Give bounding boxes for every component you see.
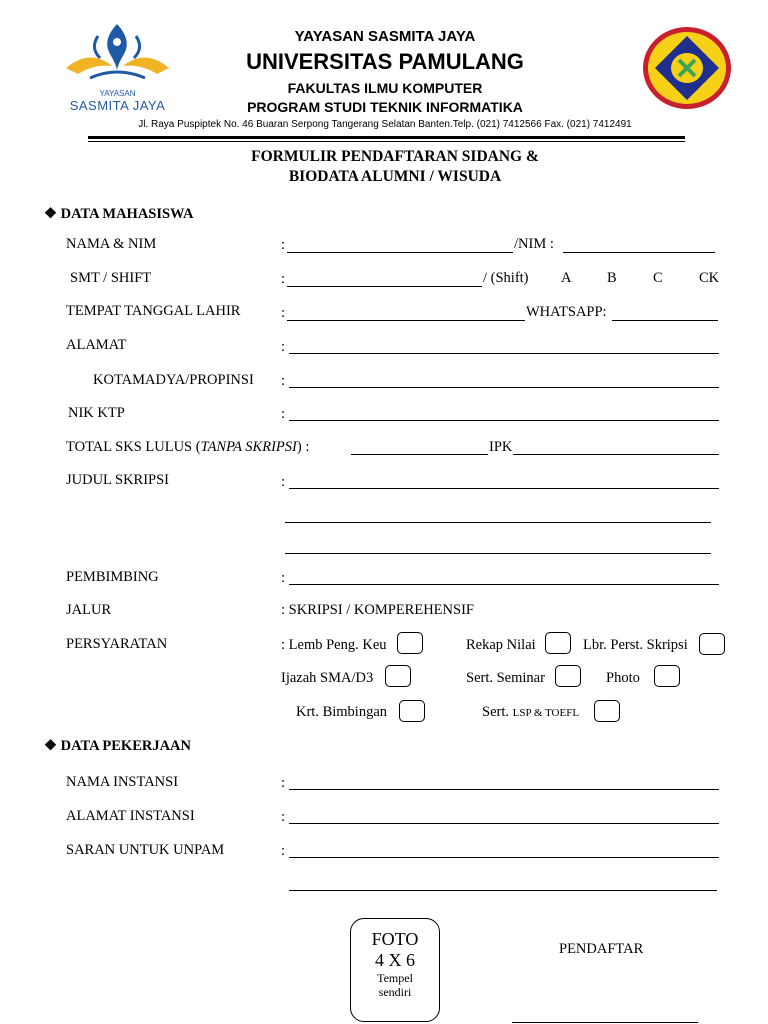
ipk-field[interactable] [513,454,719,455]
smt-field[interactable] [287,286,482,287]
faculty-name: FAKULTAS ILMU KOMPUTER [287,80,483,96]
colon: : [281,237,286,253]
sasmita-jaya-logo-icon [60,18,175,84]
label-ttl: TEMPAT TANGGAL LAHIR [66,303,241,319]
req-photo-checkbox[interactable] [654,665,680,687]
shift-option-c[interactable]: C [653,270,663,286]
label-persyaratan: PERSYARATAN [66,636,168,652]
address-line: Jl. Raya Puspiptek No. 46 Buaran Serpong Tangerang Selatan Banten.Telp. (021) 7412566 Fax. (021) 7412491 [138,119,632,130]
label-kota: KOTAMADYA/PROPINSI [93,372,254,388]
req-lbr-checkbox[interactable] [699,633,725,655]
shift-option-b[interactable]: B [607,270,617,286]
pendaftar-label: PENDAFTAR [559,941,644,957]
foto-instruction-2: sendiri [378,985,412,999]
label-jalur: JALUR [66,602,112,618]
diamond-bullet-icon: ❖ [44,738,61,754]
label-smt-shift: SMT / SHIFT [70,270,152,286]
label-alamat: ALAMAT [66,337,127,353]
shift-option-a[interactable]: A [561,270,572,286]
label-sks: TOTAL SKS LULUS (TANPA SKRIPSI) : [66,439,310,455]
colon: : [281,474,286,490]
university-name: UNIVERSITAS PAMULANG [246,49,524,74]
label-whatsapp: WHATSAPP: [526,304,607,320]
foto-size: 4 X 6 [375,950,415,970]
req-lbr-label: Lbr. Perst. Skripsi [583,637,688,653]
nim-field[interactable] [563,252,715,253]
req-rekap-checkbox[interactable] [545,632,571,654]
colon: : [281,406,286,422]
left-logo [60,18,175,113]
foto-label: FOTO [371,929,419,949]
header-divider-thick [88,136,685,139]
label-nama-nim: NAMA & NIM [66,236,157,252]
section-mahasiswa-title: ❖ DATA MAHASISWA [44,206,194,222]
section-pekerjaan-title: ❖ DATA PEKERJAAN [44,738,191,754]
req-krt-checkbox[interactable] [399,700,425,722]
label-pembimbing: PEMBIMBING [66,569,159,585]
label-nik: NIK KTP [68,405,125,421]
req-sert-checkbox[interactable] [594,700,620,722]
program-name: PROGRAM STUDI TEKNIK INFORMATIKA [247,99,523,115]
diamond-bullet-icon: ❖ [44,206,61,222]
pembimbing-field[interactable] [289,584,719,585]
pendaftar-signature-line[interactable] [512,1022,698,1023]
req-seminar-label: Sert. Seminar [466,670,545,686]
nik-field[interactable] [289,420,719,421]
colon: : [281,775,286,791]
req-sert-label: Sert. LSP & TOEFL [482,704,580,720]
right-seal [641,25,733,111]
label-saran: SARAN UNTUK UNPAM [66,842,225,858]
label-shift: / (Shift) [483,270,529,286]
colon: : [281,843,286,859]
form-title-line2: BIODATA ALUMNI / WISUDA [288,168,502,185]
shift-option-ck[interactable]: CK [699,270,720,286]
colon: : [281,305,286,321]
label-alamat-instansi: ALAMAT INSTANSI [66,808,195,824]
logo-small-text: YAYASAN [99,89,136,98]
colon: : [281,570,286,586]
foto-box[interactable] [350,918,440,1022]
req-krt-label: Krt. Bimbingan [296,704,388,720]
judul-field-line1[interactable] [289,488,719,489]
label-nim: /NIM : [514,236,554,252]
logo-big-text: SASMITA JAYA [69,98,166,113]
kota-field[interactable] [289,387,719,388]
ttl-field[interactable] [287,320,525,321]
colon: : [281,373,286,389]
alamat-field[interactable] [289,353,719,354]
colon: : [281,809,286,825]
form-title-line1: FORMULIR PENDAFTARAN SIDANG & [251,148,539,165]
colon: : [281,271,286,287]
nama-instansi-field[interactable] [289,789,719,790]
alamat-instansi-field[interactable] [289,823,719,824]
sks-field[interactable] [351,454,488,455]
whatsapp-field[interactable] [612,320,718,321]
colon: : [281,339,286,355]
jalur-value[interactable]: : SKRIPSI / KOMPEREHENSIF [281,602,474,618]
label-judul: JUDUL SKRIPSI [66,472,169,488]
saran-field-line2[interactable] [289,890,717,891]
req-seminar-checkbox[interactable] [555,665,581,687]
header-divider-thin [88,141,685,142]
req-rekap-label: Rekap Nilai [466,637,536,653]
label-ipk: IPK [489,439,513,455]
req-photo-label: Photo [606,670,640,686]
req-ijazah-label: Ijazah SMA/D3 [281,670,374,686]
judul-field-line2[interactable] [285,522,711,523]
label-nama-instansi: NAMA INSTANSI [66,774,179,790]
university-seal-icon [641,25,733,111]
foto-instruction-1: Tempel [377,971,413,985]
saran-field-line1[interactable] [289,857,719,858]
req-lemb-checkbox[interactable] [397,632,423,654]
req-ijazah-checkbox[interactable] [385,665,411,687]
nama-field[interactable] [287,252,513,253]
judul-field-line3[interactable] [285,553,711,554]
req-lemb-label: : Lemb Peng. Keu [281,637,387,653]
foundation-name: YAYASAN SASMITA JAYA [294,28,476,45]
